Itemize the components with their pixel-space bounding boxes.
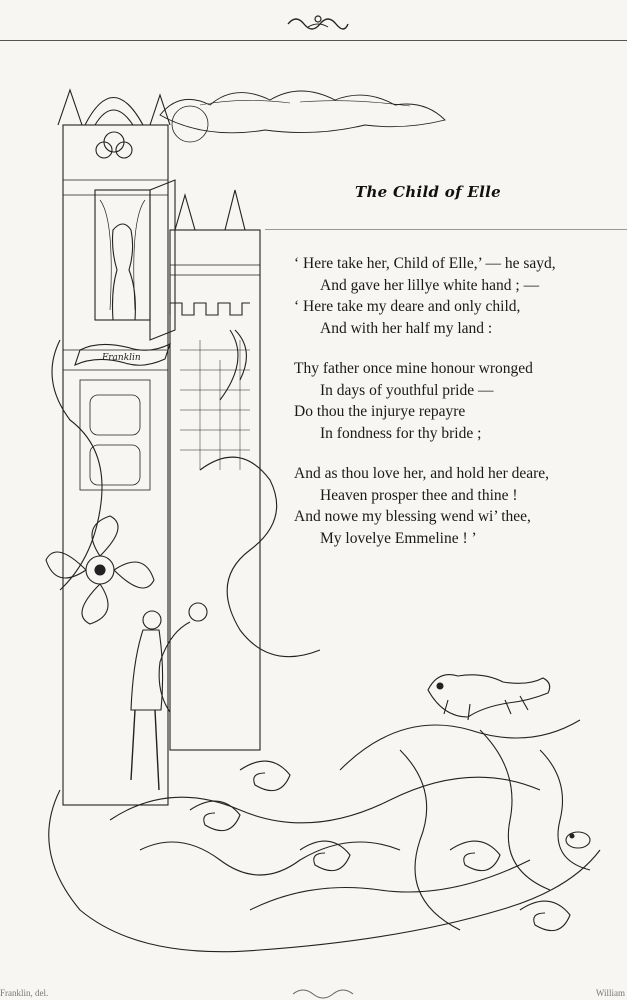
footer-engraver-credit: William — [595, 988, 625, 998]
poem-line: ‘ Here take my deare and only child, — [294, 298, 521, 315]
poem-line: My lovelye Emmeline ! ’ — [320, 529, 477, 547]
poem-title: The Child of Elle — [355, 183, 501, 201]
top-rule — [0, 40, 627, 41]
poem-line: And as thou love her, and hold her deare, — [294, 465, 550, 482]
poem-line: ‘ Here take her, Child of Elle,’ — he sayd, — [294, 255, 556, 272]
footer-artist-credit: Franklin, del. — [0, 988, 49, 998]
title-rule — [265, 229, 627, 230]
poem-stanza — [294, 463, 614, 549]
scroll-label: Franklin — [102, 353, 141, 363]
footer-ornament-icon — [285, 986, 365, 1000]
top-ornament-icon — [278, 10, 358, 32]
poem-line: And nowe my blessing wend wi’ thee, — [294, 508, 531, 525]
poem-line: Do thou the injurye repayre — [294, 403, 466, 420]
poem-stanza — [294, 253, 614, 339]
poem-line: In days of youthful pride — — [320, 381, 494, 399]
poem-line: Thy father once mine honour wronged — [294, 360, 533, 377]
poem-text — [294, 253, 614, 568]
poem-stanza — [294, 358, 614, 444]
poem-line: And with her half my land : — [320, 319, 493, 337]
poem-line: In fondness for thy bride ; — [320, 424, 482, 442]
poem-line: Heaven prosper thee and thine ! — [320, 486, 518, 504]
poem-line: And gave her lillye white hand ; — — [320, 276, 540, 294]
